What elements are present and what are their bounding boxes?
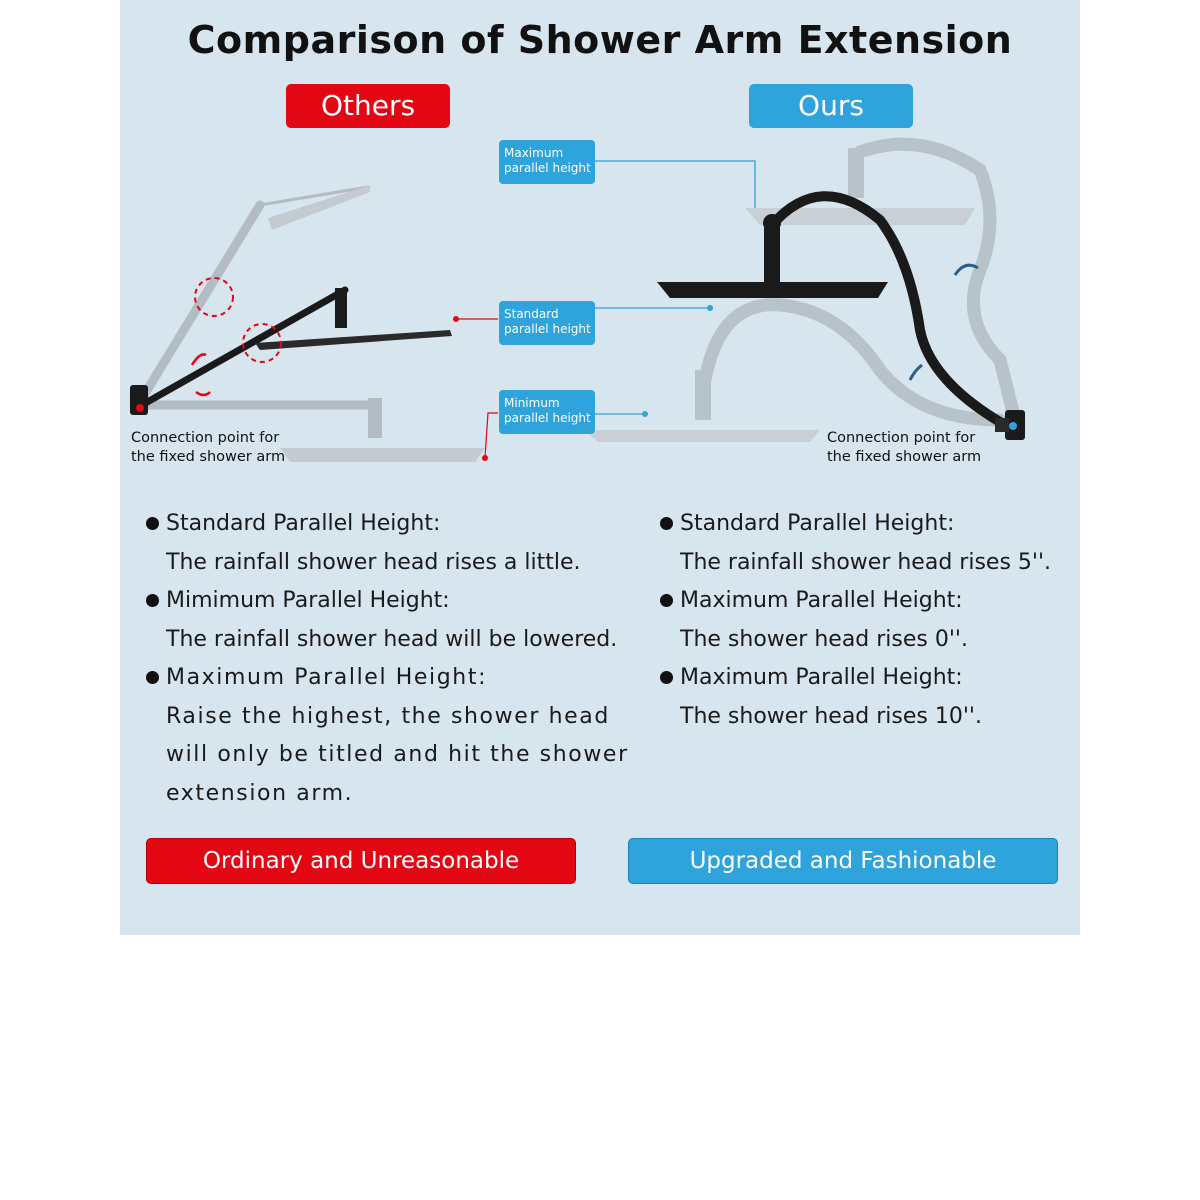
item-heading: Mimimum Parallel Height: [166, 588, 450, 613]
ours-illustration [585, 144, 1025, 442]
ours-tag: Ours [749, 84, 913, 128]
standard-height-label: Standard parallel height [499, 301, 595, 345]
item-text: The shower head rises 0''. [680, 626, 968, 652]
item-text: The rainfall shower head will be lowered. [166, 626, 618, 652]
others-illustration [130, 185, 498, 462]
item-heading: Standard Parallel Height: [680, 511, 955, 536]
item-text-line: extension arm. [166, 780, 354, 806]
bullet-icon [660, 671, 673, 684]
list-item [660, 505, 1080, 582]
item-text: The rainfall shower head rises 5''. [680, 549, 1051, 575]
comparison-panel [120, 0, 1080, 935]
connection-label-left: Connection point for the fixed shower arm [131, 430, 286, 465]
shower-arm-illustration [120, 130, 1080, 480]
bullet-icon [146, 671, 159, 684]
item-heading: Maximum Parallel Height: [166, 665, 488, 690]
list-item [146, 582, 666, 659]
bullet-icon [146, 517, 159, 530]
maximum-height-label: Maximum parallel height [499, 140, 595, 184]
ours-feature-list [660, 505, 1080, 736]
list-item [146, 659, 666, 813]
bullet-icon [660, 517, 673, 530]
others-tag: Others [286, 84, 450, 128]
item-heading: Maximum Parallel Height: [680, 665, 963, 690]
item-heading: Maximum Parallel Height: [680, 588, 963, 613]
item-text-line: Raise the highest, the shower head [166, 703, 610, 729]
minimum-height-label: Minimum parallel height [499, 390, 595, 434]
connection-label-right: Connection point for the fixed shower arm [827, 430, 982, 465]
page-title: Comparison of Shower Arm Extension [187, 18, 1013, 62]
upgraded-fashionable-banner: Upgraded and Fashionable [628, 838, 1058, 884]
bullet-icon [146, 594, 159, 607]
comparison-diagram [120, 130, 1080, 480]
ordinary-unreasonable-banner: Ordinary and Unreasonable [146, 838, 576, 884]
others-feature-list [146, 505, 666, 813]
list-item [660, 582, 1080, 659]
list-item [660, 659, 1080, 736]
item-heading: Standard Parallel Height: [166, 511, 441, 536]
bullet-icon [660, 594, 673, 607]
item-text: The rainfall shower head rises a little. [166, 549, 581, 575]
item-text-line: will only be titled and hit the shower [166, 742, 629, 767]
list-item [146, 505, 666, 582]
item-text: The shower head rises 10''. [680, 703, 982, 729]
